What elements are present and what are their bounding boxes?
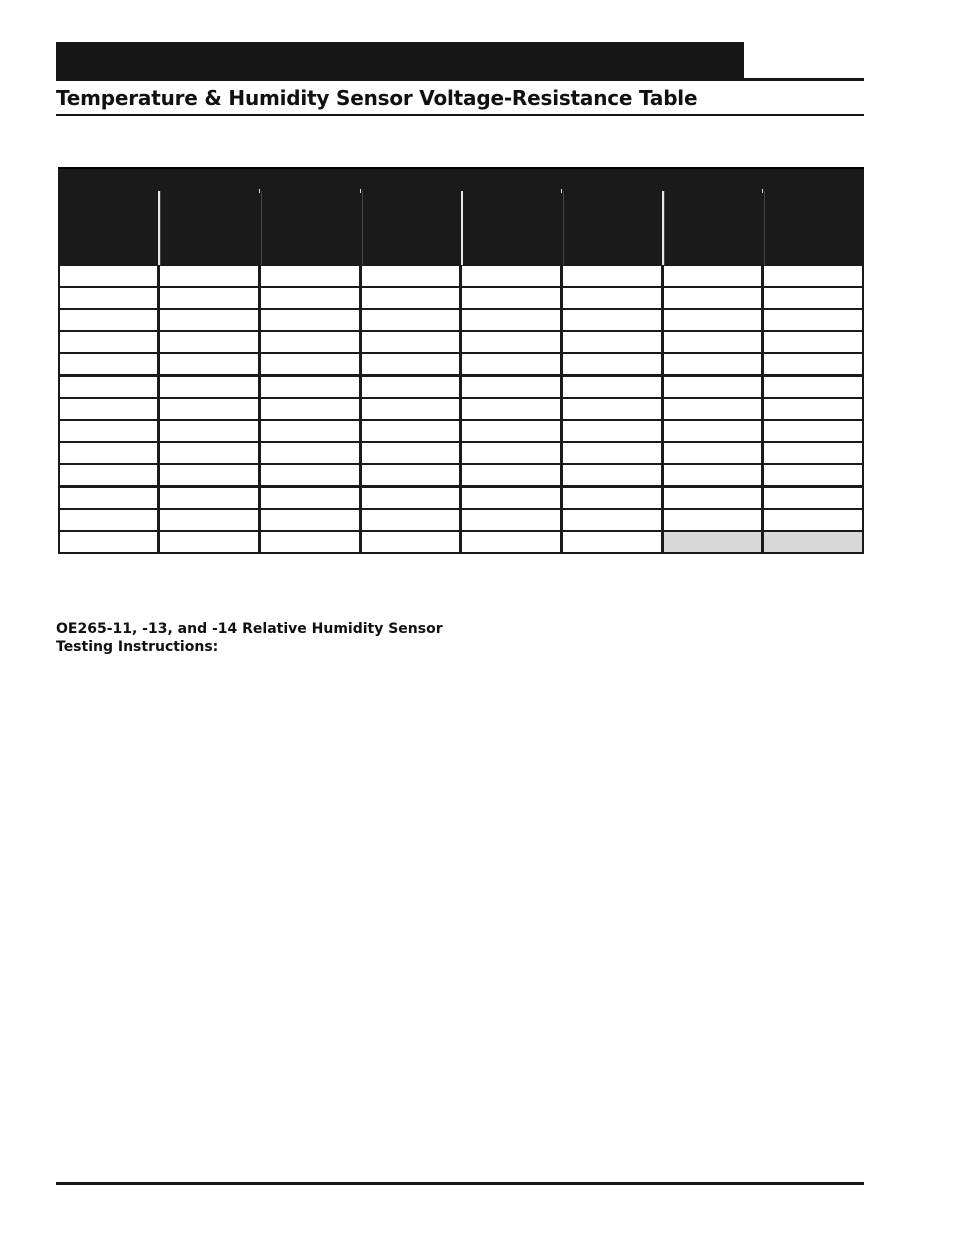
table-row	[58, 488, 864, 508]
section-heading-line-1: OE265-11, -13, and -14 Relative Humidity Sensor	[56, 621, 443, 637]
table-cell	[261, 399, 359, 419]
table-cell	[664, 488, 761, 508]
table-header-cell	[60, 191, 157, 265]
table-cell	[462, 377, 560, 397]
table-header-cell	[362, 191, 459, 265]
table-header-top	[58, 167, 864, 191]
table-cell	[462, 421, 560, 441]
section-heading-line-2: Testing Instructions:	[56, 639, 219, 655]
table-cell	[362, 310, 459, 330]
table-cell	[563, 510, 661, 530]
table-cell	[60, 465, 157, 485]
table-cell	[462, 488, 560, 508]
table-cell	[60, 532, 157, 552]
table-cell	[60, 421, 157, 441]
table-header-divider	[461, 191, 463, 265]
table-cell	[664, 421, 761, 441]
table-cell	[160, 465, 258, 485]
table-cell	[664, 354, 761, 374]
table-header-cell	[764, 191, 862, 265]
table-header-cell	[563, 191, 661, 265]
table-cell	[261, 510, 359, 530]
table-cell	[563, 266, 661, 286]
table-cell	[664, 266, 761, 286]
table-cell	[160, 266, 258, 286]
table-cell	[764, 465, 862, 485]
table-header-tick	[259, 189, 260, 193]
table-row	[58, 443, 864, 463]
voltage-resistance-table	[58, 167, 864, 554]
table-cell	[60, 488, 157, 508]
table-cell	[764, 310, 862, 330]
table-cell	[664, 310, 761, 330]
table-row	[58, 532, 864, 552]
table-row	[58, 421, 864, 441]
table-cell	[764, 266, 862, 286]
table-cell	[362, 332, 459, 352]
table-cell	[563, 532, 661, 552]
table-cell	[60, 266, 157, 286]
table-cell	[160, 288, 258, 308]
table-cell	[462, 288, 560, 308]
footer-rule	[56, 1182, 864, 1185]
table-cell	[362, 488, 459, 508]
table-cell	[160, 488, 258, 508]
table-cell	[563, 465, 661, 485]
table-cell	[261, 310, 359, 330]
table-body	[58, 265, 864, 554]
table-cell	[261, 465, 359, 485]
table-row	[58, 310, 864, 330]
table-cell	[764, 377, 862, 397]
table-cell	[462, 532, 560, 552]
table-row	[58, 399, 864, 419]
table-cell	[563, 488, 661, 508]
table-cell	[462, 443, 560, 463]
header-bar	[56, 42, 744, 78]
table-header-tick	[360, 189, 361, 193]
table-header-divider	[158, 191, 160, 265]
table-cell	[462, 310, 560, 330]
table-cell	[362, 510, 459, 530]
table-cell	[764, 354, 862, 374]
table-cell-shaded	[664, 532, 761, 552]
table-cell	[160, 399, 258, 419]
table-cell	[362, 399, 459, 419]
table-cell	[60, 310, 157, 330]
table-cell	[60, 443, 157, 463]
table-cell	[664, 399, 761, 419]
table-cell	[160, 332, 258, 352]
table-cell	[362, 443, 459, 463]
table-cell	[261, 443, 359, 463]
table-cell	[462, 354, 560, 374]
table-cell	[261, 421, 359, 441]
table-header-divider	[662, 191, 664, 265]
table-cell	[563, 332, 661, 352]
table-cell	[362, 532, 459, 552]
table-row	[58, 266, 864, 286]
table-cell	[160, 377, 258, 397]
table-cell	[563, 421, 661, 441]
table-header-cell	[462, 191, 560, 265]
table-cell	[462, 399, 560, 419]
table-cell	[362, 465, 459, 485]
table-row	[58, 332, 864, 352]
table-cell	[160, 310, 258, 330]
table-cell	[60, 332, 157, 352]
table-cell	[764, 288, 862, 308]
table-cell	[462, 332, 560, 352]
table-cell	[563, 443, 661, 463]
table-cell	[563, 288, 661, 308]
table-cell	[462, 510, 560, 530]
table-cell	[764, 443, 862, 463]
table-cell	[664, 443, 761, 463]
table-row	[58, 354, 864, 374]
table-cell	[664, 465, 761, 485]
table-cell	[462, 266, 560, 286]
table-cell	[60, 377, 157, 397]
table-cell	[160, 510, 258, 530]
title-rule	[56, 114, 864, 116]
table-header-tick	[762, 189, 763, 193]
table-cell	[261, 488, 359, 508]
table-cell	[362, 421, 459, 441]
table-cell	[664, 332, 761, 352]
table-cell	[764, 332, 862, 352]
table-header-cell	[664, 191, 761, 265]
header-rule	[56, 78, 864, 81]
table-cell	[764, 488, 862, 508]
table-row	[58, 465, 864, 485]
table-cell	[60, 510, 157, 530]
table-cell-shaded	[764, 532, 862, 552]
table-cell	[664, 510, 761, 530]
table-cell	[160, 532, 258, 552]
section-heading	[56, 620, 443, 656]
table-cell	[563, 310, 661, 330]
table-cell	[362, 354, 459, 374]
table-header-tick	[561, 189, 562, 193]
table-cell	[664, 288, 761, 308]
table-cell	[563, 377, 661, 397]
table-cell	[764, 399, 862, 419]
table-cell	[764, 510, 862, 530]
table-cell	[563, 354, 661, 374]
table-row	[58, 288, 864, 308]
table-cell	[160, 443, 258, 463]
table-cell	[261, 332, 359, 352]
table-cell	[362, 377, 459, 397]
table-header-cell	[160, 191, 258, 265]
table-cell	[261, 354, 359, 374]
table-cell	[462, 465, 560, 485]
table-cell	[261, 266, 359, 286]
table-cell	[664, 377, 761, 397]
table-cell	[764, 421, 862, 441]
table-header-cell	[261, 191, 359, 265]
table-cell	[362, 266, 459, 286]
table-cell	[261, 532, 359, 552]
table-cell	[60, 399, 157, 419]
table-cell	[563, 399, 661, 419]
table-cell	[362, 288, 459, 308]
page-title: Temperature & Humidity Sensor Voltage-Resistance Table	[56, 86, 698, 110]
table-cell	[160, 421, 258, 441]
table-row	[58, 510, 864, 530]
table-cell	[160, 354, 258, 374]
table-cell	[261, 288, 359, 308]
table-row	[58, 377, 864, 397]
table-cell	[261, 377, 359, 397]
table-cell	[60, 288, 157, 308]
table-cell	[60, 354, 157, 374]
